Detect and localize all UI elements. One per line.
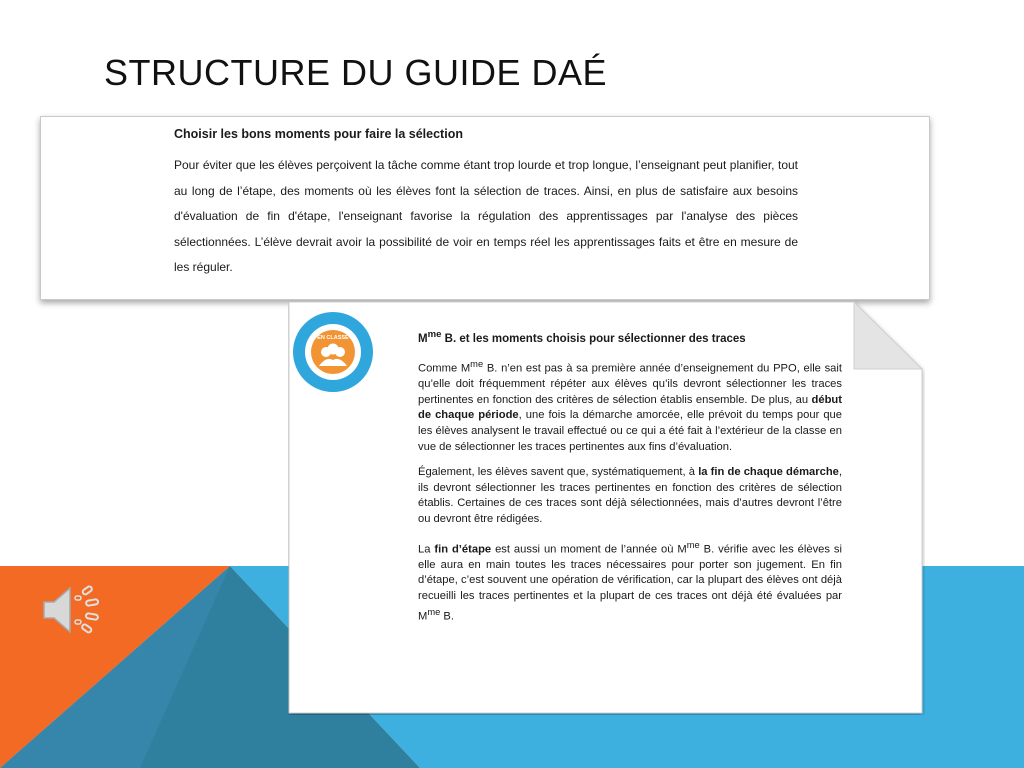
excerpt-1-heading: Choisir les bons moments pour faire la sélection xyxy=(174,127,463,141)
slide-title: STRUCTURE DU GUIDE DAÉ xyxy=(104,52,608,93)
excerpt-2-heading: $M^{me}$ B. et les moments choisis pour sélectionner des traces xyxy=(418,329,746,345)
excerpt-2-paragraph-3: La fin d’étape est aussi un moment de l’année où $M^{me}$ B. vérifie avec les élèves si elle aura en main toutes les traces nécessaires pour porter son jugement. En fin d’étape, c’est souvent une opération de vérification, car la plupart des élèves ont déjà recueilli les traces pertinentes et la plupart de ces traces ont déjà été évaluées par $M^{me}$ B. xyxy=(418,539,842,623)
document-excerpt-1 xyxy=(40,116,930,300)
document-excerpt-2 xyxy=(288,301,925,715)
excerpt-2-paragraph-2: Également, les élèves savent que, systématiquement, à la fin de chaque démarche, ils devront sélectionner les traces pertinentes en fonction des critères de sélection établis. Certaines de ces traces sont déjà sélectionnées, mais d’autres devront l’être ou devront être rédigées. xyxy=(418,466,843,525)
en-classe-badge xyxy=(293,312,373,392)
excerpt-1-paragraph: Pour éviter que les élèves perçoivent la tâche comme étant trop lourde et trop longue, l’enseignant peut planifier, tout au long de l’étape, des moments où les élèves font la sélection de traces. Ainsi, en plus de satisfaire aux besoins d'évaluation de fin d'étape, l'enseignant favorise la régulation des apprentissages par l'analyse des pièces sélectionnées. L’élève devrait avoir la possibilité de voir en temps réel les apprentissages faits et être en mesure de les réguler. xyxy=(174,158,798,274)
speaker-icon[interactable] xyxy=(42,580,110,640)
students-icon xyxy=(311,330,355,374)
excerpt-2-paragraph-1: Comme $M^{me}$ B. n’en est pas à sa première année d’enseignement du PPO, elle sait qu’elle doit fréquemment répéter aux élèves qu’ils devront sélectionner les traces pertinentes en fonction des critères de sélection établis ensemble. De plus, au début de chaque période, une fois la démarche amorcée, elle prévoit du temps pour que les élèves analysent le travail effectué ou ce qui a été fait à l’extérieur de la classe en vue de sélectionner les traces pertinentes aux fins d’évaluation. xyxy=(418,358,843,453)
badge-label: EN CLASSE xyxy=(317,335,349,341)
